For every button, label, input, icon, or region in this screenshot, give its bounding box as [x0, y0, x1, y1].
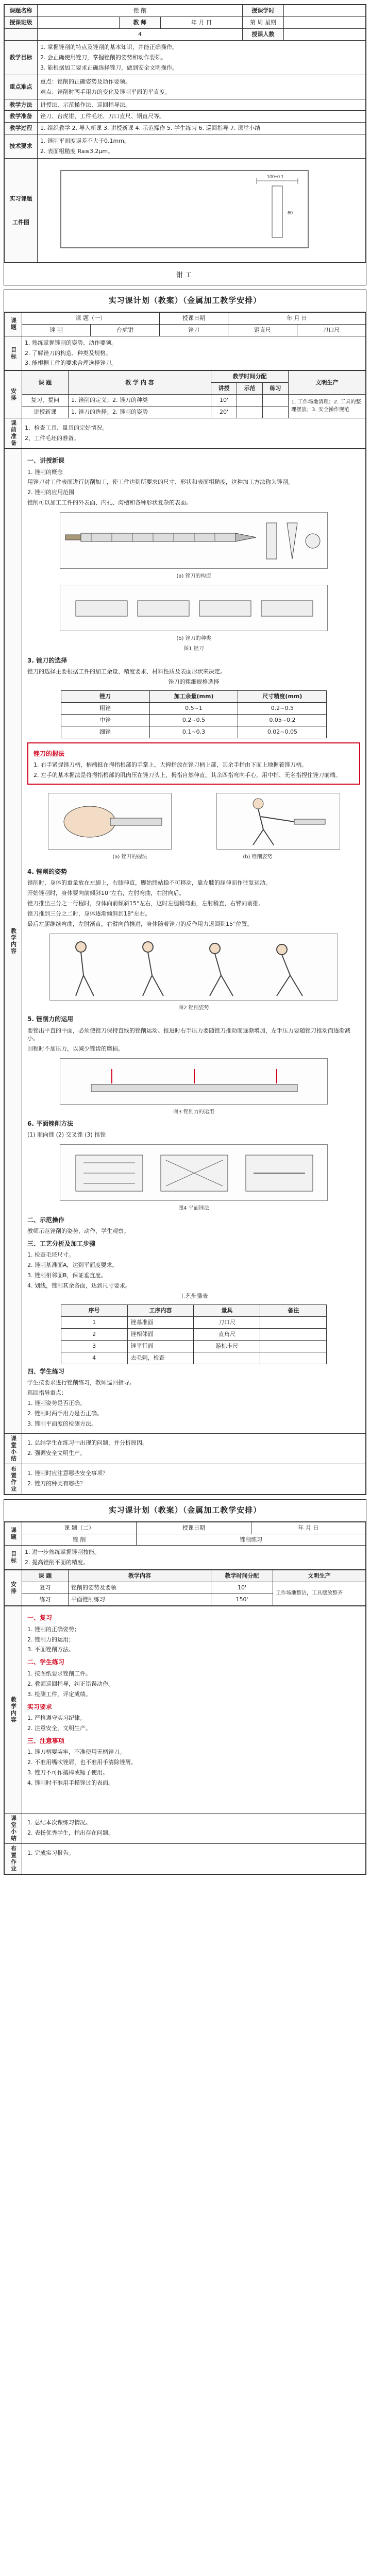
- figure-caption: 图2 锉削姿势: [178, 1005, 209, 1011]
- main-content: [22, 1606, 366, 1814]
- cell: 平面锉削练习: [69, 1594, 211, 1606]
- plan-header-table: [4, 1522, 366, 1570]
- row1-c: 年 月 日: [251, 1522, 365, 1534]
- cell: [260, 1328, 327, 1340]
- cell: 锉削的姿势及要领: [69, 1582, 211, 1594]
- main-content: [22, 449, 366, 1434]
- th-demo: 示范: [237, 383, 262, 395]
- cell: [260, 1317, 327, 1329]
- para: 1. 锉刀柄要装牢，不准使用无柄锉刀。: [27, 1749, 125, 1756]
- teacher-label: 教 师: [120, 16, 161, 28]
- footer-sign: 钳工: [176, 272, 194, 280]
- para: 1. 总结本次课练习情况。: [27, 1819, 91, 1826]
- class-value: [38, 16, 120, 28]
- cell: 游标卡尺: [194, 1340, 260, 1352]
- week-value: [284, 16, 366, 28]
- th-topic: 课 题: [22, 1570, 69, 1582]
- section-heading: 二、示范操作: [27, 1216, 65, 1224]
- force-figure: [60, 1058, 328, 1105]
- main-side-label: 教学内容: [5, 1606, 22, 1814]
- goal-item: 3. 能根据工件的要求合理选择锉刀。: [25, 360, 117, 367]
- cell: 1. 锉刀的选择；2. 锉削的姿势: [69, 406, 211, 418]
- para: 2. 锉削力的运用；: [27, 1636, 74, 1643]
- row2-b: 台虎钳: [91, 324, 159, 336]
- lesson-cover-sheet: [4, 4, 366, 285]
- goal-item: 1. 掌握锉削的特点及锉削的基本知识，并能正确操作。: [40, 43, 178, 50]
- grip-box: [27, 742, 360, 785]
- drawing-label: 工件图: [12, 218, 29, 226]
- summary-side-label: 课堂小结: [5, 1433, 22, 1464]
- para: 2. 左手的基本握法是将拇指根部的肌肉压在锉刀头上，拇指自然伸直，其余四指弯向手心，用中指、无名指捏住锉刀前端。: [33, 772, 341, 779]
- para: 1. 锉削姿势是否正确。: [27, 1400, 86, 1407]
- cell: 讲授新课: [22, 406, 69, 418]
- goal-side-label: 目标: [5, 1546, 22, 1570]
- para: 要锉出平直的平面，必须使锉刀保持直线的锉削运动。推进时右手压力要随锉刀推动而逐渐增加，左手压力要随锉刀推动而逐渐减小。: [27, 1027, 350, 1042]
- para: 2. 锉刀的种类有哪些？: [27, 1480, 86, 1487]
- para: 2. 注意安全，文明生产。: [27, 1724, 91, 1732]
- figure-caption: (a) 锉刀的构造: [176, 573, 211, 580]
- civil-cell: 工作场地整洁，工具摆放整齐: [273, 1582, 366, 1606]
- para: 1. 按图纸要求锉削工件。: [27, 1670, 91, 1677]
- th-practice: 练习: [262, 383, 288, 395]
- cell: 0.2~0.5: [238, 703, 327, 715]
- proc-item: 1. 组织教学 2. 导入新课 3. 讲授新课 4. 示范操作 5. 学生练习 6. 巡回指导 7. 课堂小结: [38, 123, 366, 134]
- class-label: 授课班级: [5, 16, 38, 28]
- sheet-title: 实习课计划（教案）（金属加工教学安排）: [4, 290, 366, 312]
- prep-item: 锉刀、台虎钳、工件毛坯、刀口直尺、钢直尺等。: [38, 111, 366, 123]
- lesson-plan-sheet-1: [4, 290, 366, 1495]
- week-label: 第 周 星期: [243, 16, 284, 28]
- para: 教师示范锉削的姿势、动作，学生观察。: [27, 1228, 129, 1235]
- para: 1. 严格遵守实习纪律。: [27, 1714, 86, 1721]
- cell: [260, 1352, 327, 1364]
- section-heading: 四、学生练习: [27, 1367, 65, 1375]
- homework-side-label: 布置作业: [5, 1464, 22, 1494]
- figure-caption: 图3 锉削力的运用: [173, 1109, 214, 1115]
- cell: 150': [211, 1594, 273, 1606]
- row2-a: 锉 削: [22, 1534, 137, 1546]
- row2-a: 锉 削: [22, 324, 91, 336]
- th: 量具: [194, 1305, 260, 1317]
- period-label: 授课学时: [243, 5, 284, 17]
- count-value: 4: [38, 28, 243, 40]
- cell: 1. 锉削的定义；2. 锉刀的种类: [69, 395, 211, 406]
- tech-list: [38, 134, 366, 159]
- row1-a: 课 题（一）: [22, 312, 160, 324]
- para: 1. 完成实习报告。: [27, 1849, 74, 1856]
- workpiece-drawing-cell: [38, 159, 366, 263]
- method-label: 教学方法: [5, 99, 38, 111]
- cell: 2: [61, 1328, 127, 1340]
- grip-captions: [27, 854, 360, 865]
- para: 锉刀推到三分之二时，身体逐渐倾斜到18°左右。: [27, 910, 151, 917]
- para: 锉刀的选择主要根据工件的加工余量、精度要求、材料性质及表面形状来决定。: [27, 668, 226, 675]
- para: 1. 检查毛坯尺寸。: [27, 1251, 74, 1259]
- para: 巡回指导重点：: [27, 1389, 67, 1397]
- cell: 去毛刺，检查: [127, 1352, 194, 1364]
- goal-side-label: 目标: [5, 336, 22, 370]
- table-title: 锉刀的粗细规格选择: [168, 679, 220, 686]
- figure-caption: (a) 锉刀的握法: [112, 854, 147, 860]
- cell: 锉相邻面: [127, 1328, 194, 1340]
- goal-item: 3. 能根据加工要求正确选择锉刀，做到安全文明操作。: [40, 64, 178, 71]
- file-select-table: [61, 690, 327, 738]
- civil-cell: 1. 工作场地清理；2. 工具的整理摆放；3. 安全操作规范: [289, 395, 366, 418]
- tech-item: 2. 表面粗糙度 Ra≤3.2μm。: [40, 148, 114, 155]
- para: 1. 右手紧握锉刀柄，柄端抵在拇指根部的手掌上，大拇指放在锉刀柄上部，其余手指由下而上地握着锉刀柄。: [33, 761, 307, 769]
- cell: 0.5~1: [149, 703, 238, 715]
- box-heading: 实习要求: [27, 1703, 53, 1710]
- para: 3. 锉刀不可作撬棒或锤子使用。: [27, 1769, 108, 1776]
- file-structure-figure: [60, 512, 328, 569]
- para: 2. 教师巡回指导，纠正错误动作。: [27, 1680, 114, 1687]
- para: 开始锉削时，身体要向前倾斜10°左右，左肘弯曲，右肘向后。: [27, 889, 185, 896]
- goal-list: [22, 1546, 366, 1570]
- cell: 细锉: [61, 726, 149, 738]
- th-civil: 文明生产: [273, 1570, 366, 1582]
- section-heading: 一、讲授新课: [27, 457, 65, 465]
- schedule-side-label: 安排: [5, 371, 22, 418]
- th-lecture: 讲授: [211, 383, 237, 395]
- header-side-label: 课题: [5, 1522, 22, 1546]
- content-table: [4, 1606, 366, 1874]
- cell: 20': [211, 406, 237, 418]
- key-item: 重点：锉削的正确姿势及动作要领。: [40, 78, 131, 85]
- row1-c: 年 月 日: [228, 312, 366, 324]
- key-label: 重点难点: [5, 75, 38, 99]
- figure-caption: 图1 锉刀: [183, 646, 204, 652]
- prep-item: 2、工件毛坯的准备。: [25, 435, 79, 442]
- th-civil: 文明生产: [289, 371, 366, 395]
- workpiece-drawing: [40, 160, 349, 258]
- para: 4. 划线，锉削其余各面，达到尺寸要求。: [27, 1282, 131, 1290]
- para: 锉削时，身体的重量放在左脚上，右膝伸直，脚始终站稳不可移动，靠左膝的屈伸而作往复运动。: [27, 879, 271, 886]
- para: 3. 平面锉削方法。: [27, 1646, 74, 1653]
- schedule-table: [4, 370, 366, 449]
- spacer: [27, 1788, 360, 1809]
- section-heading: 3. 锉刀的选择: [27, 656, 68, 664]
- para: 1. 锉削时应注意哪些安全事项？: [27, 1469, 108, 1477]
- cell: 中锉: [61, 714, 149, 726]
- figure-caption: 图4 平面锉法: [178, 1206, 209, 1212]
- cell: 0.1~0.3: [149, 726, 238, 738]
- para: 锉削可以加工工件的外表面、内孔、沟槽和各种形状复杂的表面。: [27, 499, 192, 506]
- prep-item: 1、检查工具、量具的完好情况。: [25, 425, 108, 432]
- figure-caption: (b) 锉刀的种类: [176, 635, 211, 641]
- goal-item: 2. 提高锉削平面的精度。: [25, 1559, 89, 1566]
- dim-label: 60: [288, 210, 293, 216]
- section-heading: 5. 锉削力的运用: [27, 1015, 74, 1023]
- count-label: 授课人数: [243, 28, 284, 40]
- homework-content: [22, 1843, 366, 1874]
- cell: 复习、提问: [22, 395, 69, 406]
- figure-caption: (b) 锉削姿势: [243, 854, 273, 860]
- para: 2. 锉削时两手用力是否正确。: [27, 1410, 103, 1417]
- cell: [237, 395, 262, 406]
- grip-figure: [48, 793, 172, 850]
- goal-label: 教学目标: [5, 40, 38, 75]
- goal-list: [22, 336, 366, 370]
- para: 2. 强调安全文明生产。: [27, 1449, 86, 1456]
- row2-d: 钢直尺: [228, 324, 297, 336]
- para: 2. 表扬优秀学生，指出存在问题。: [27, 1829, 114, 1836]
- summary-side-label: 课堂小结: [5, 1813, 22, 1843]
- posture-figure: [216, 793, 340, 850]
- goal-item: 2. 会正确使用锉刀，掌握锉削的姿势和动作要领。: [40, 54, 166, 61]
- dim-label: 100±0.1: [267, 174, 284, 180]
- para: 1. 锉削的概念: [27, 468, 63, 476]
- row1-b: 授课日期: [159, 312, 228, 324]
- row1-a: 课 题（二）: [22, 1522, 137, 1534]
- cell: 4: [61, 1352, 127, 1364]
- para: 3. 锉削相邻面B，保证垂直度。: [27, 1272, 107, 1279]
- proc-label: 教学过程: [5, 123, 38, 134]
- content-table: [4, 449, 366, 1495]
- th: 备注: [260, 1305, 327, 1317]
- row1-b: 授课日期: [137, 1522, 251, 1534]
- cell: 0.05~0.2: [238, 714, 327, 726]
- th-content: 教 学 内 容: [69, 371, 211, 395]
- section-heading: 4. 锉削的姿势: [27, 868, 68, 875]
- cell: 粗锉: [61, 703, 149, 715]
- section-heading: 一、复习: [27, 1614, 53, 1622]
- cell: [194, 1352, 260, 1364]
- period-value: [284, 5, 366, 17]
- cell: 复习: [22, 1582, 69, 1594]
- row2-c: 锉刀: [159, 324, 228, 336]
- key-item: 难点：锉削时两手用力的变化及锉削平面的平直度。: [40, 88, 171, 95]
- th-time: 教学时间分配: [211, 371, 288, 383]
- process-table: [61, 1304, 327, 1364]
- lesson-plan-sheet-2: [4, 1499, 366, 1875]
- key-list: [38, 75, 366, 99]
- prep-list: [22, 418, 366, 449]
- sheet-title: 实习课计划（教案）（金属加工教学安排）: [4, 1500, 366, 1522]
- task-label-text: 实习课题: [9, 195, 32, 202]
- count-blank: [284, 28, 366, 40]
- cell: 10': [211, 395, 237, 406]
- th-time: 教学时间分配: [211, 1570, 273, 1582]
- cell: 1: [61, 1317, 127, 1329]
- section-heading: 三、工艺分析及加工步骤: [27, 1240, 96, 1248]
- main-side-label: 教学内容: [5, 449, 22, 1434]
- goal-list: [38, 40, 366, 75]
- cell: 10': [211, 1582, 273, 1594]
- th-content: 教学内容: [69, 1570, 211, 1582]
- lesson-name: 锉 削: [38, 5, 243, 17]
- cell: 直角尺: [194, 1328, 260, 1340]
- para: 3. 锉削平面度的检测方法。: [27, 1420, 97, 1427]
- cell: 锉基准面: [127, 1317, 194, 1329]
- summary-content: [22, 1813, 366, 1843]
- goal-item: 2. 了解锉刀的构造、种类及规格。: [25, 349, 111, 357]
- para: 1. 总结学生在练习中出现的问题，并分析原因。: [27, 1439, 148, 1446]
- cell: [237, 406, 262, 418]
- count-label-cell: [5, 28, 38, 40]
- cell: 练习: [22, 1594, 69, 1606]
- section-heading: 6. 平面锉削方法: [27, 1120, 74, 1127]
- posture-sequence-figure: [49, 934, 338, 1001]
- prep-side-label: 课前准备: [5, 418, 22, 449]
- box-heading: 锉刀的握法: [33, 750, 65, 757]
- th: 工序内容: [127, 1305, 194, 1317]
- th-topic: 课 题: [22, 371, 69, 395]
- row2-e: 刀口尺: [297, 324, 365, 336]
- para: 2. 锉削基准面A，达到平面度要求。: [27, 1262, 118, 1269]
- prep-label: 教学准备: [5, 111, 38, 123]
- method-item: 讲授法、示范操作法、巡回指导法。: [38, 99, 366, 111]
- para: 3. 检测工件，评定成绩。: [27, 1690, 91, 1698]
- schedule-side-label: 安排: [5, 1570, 22, 1606]
- cell: 0.02~0.05: [238, 726, 327, 738]
- homework-side-label: 布置作业: [5, 1843, 22, 1874]
- summary-content: [22, 1433, 366, 1464]
- para: 2. 不准用嘴吹锉屑，也不准用手清除锉屑。: [27, 1759, 137, 1766]
- cell: 0.2~0.5: [149, 714, 238, 726]
- cell: 3: [61, 1340, 127, 1352]
- para: 最后左腿继续弯曲，左肘渐直，右臂向前推进，身体随着锉刀的反作用力退回到15°位置。: [27, 920, 253, 927]
- cell: [260, 1340, 327, 1352]
- cell: [262, 406, 288, 418]
- schedule-table: [4, 1570, 366, 1606]
- para: 锉刀推出三分之一行程时，身体向前倾斜15°左右，这时左腿稍弯曲，左肘稍直，右臂向前推。: [27, 900, 264, 907]
- para: 1. 锉削的正确姿势；: [27, 1625, 80, 1633]
- th: 序号: [61, 1305, 127, 1317]
- date-label: 年 月 日: [161, 16, 243, 28]
- cell: [262, 395, 288, 406]
- cover-table: [4, 5, 366, 263]
- cell: 刀口尺: [194, 1317, 260, 1329]
- grip-figures: [27, 789, 360, 854]
- section-heading: 二、学生练习: [27, 1658, 65, 1666]
- tech-label: 技术要求: [5, 134, 38, 159]
- th: 尺寸精度(mm): [238, 691, 327, 703]
- para: 用锉刀对工件表面进行切削加工，使工件达到所要求的尺寸、形状和表面粗糙度，这种加工方法称为锉削。: [27, 479, 294, 486]
- para: 回程时不加压力，以减少锉齿的磨损。: [27, 1045, 124, 1053]
- para: 4. 锉削时不准用手摸锉过的表面。: [27, 1780, 114, 1787]
- filing-method-figure: [60, 1144, 328, 1201]
- table-title: 工艺步骤表: [179, 1293, 208, 1300]
- tech-item: 1. 锉削平面度误差不大于0.1mm。: [40, 138, 130, 145]
- goal-item: 1. 熟练掌握锉削的姿势、动作要领。: [25, 339, 117, 346]
- para: 2. 锉削的应用范围: [27, 489, 74, 496]
- plan-header-table: [4, 312, 366, 371]
- row2-b: 锉削练习: [137, 1534, 366, 1546]
- section-heading: 三、注意事项: [27, 1737, 65, 1744]
- cell: 锉平行面: [127, 1340, 194, 1352]
- goal-item: 1. 进一步熟练掌握锉削技能。: [25, 1549, 100, 1556]
- para: 学生按要求进行锉削练习，教师巡回指导。: [27, 1379, 135, 1386]
- homework-content: [22, 1464, 366, 1494]
- para: (1) 顺向锉 (2) 交叉锉 (3) 推锉: [27, 1131, 106, 1139]
- header-side-label: 课题: [5, 312, 22, 336]
- th: 加工余量(mm): [149, 691, 238, 703]
- th: 锉刀: [61, 691, 149, 703]
- task-label: [5, 159, 38, 263]
- lesson-label: 课题名称: [5, 5, 38, 17]
- file-types-figure: [60, 585, 328, 631]
